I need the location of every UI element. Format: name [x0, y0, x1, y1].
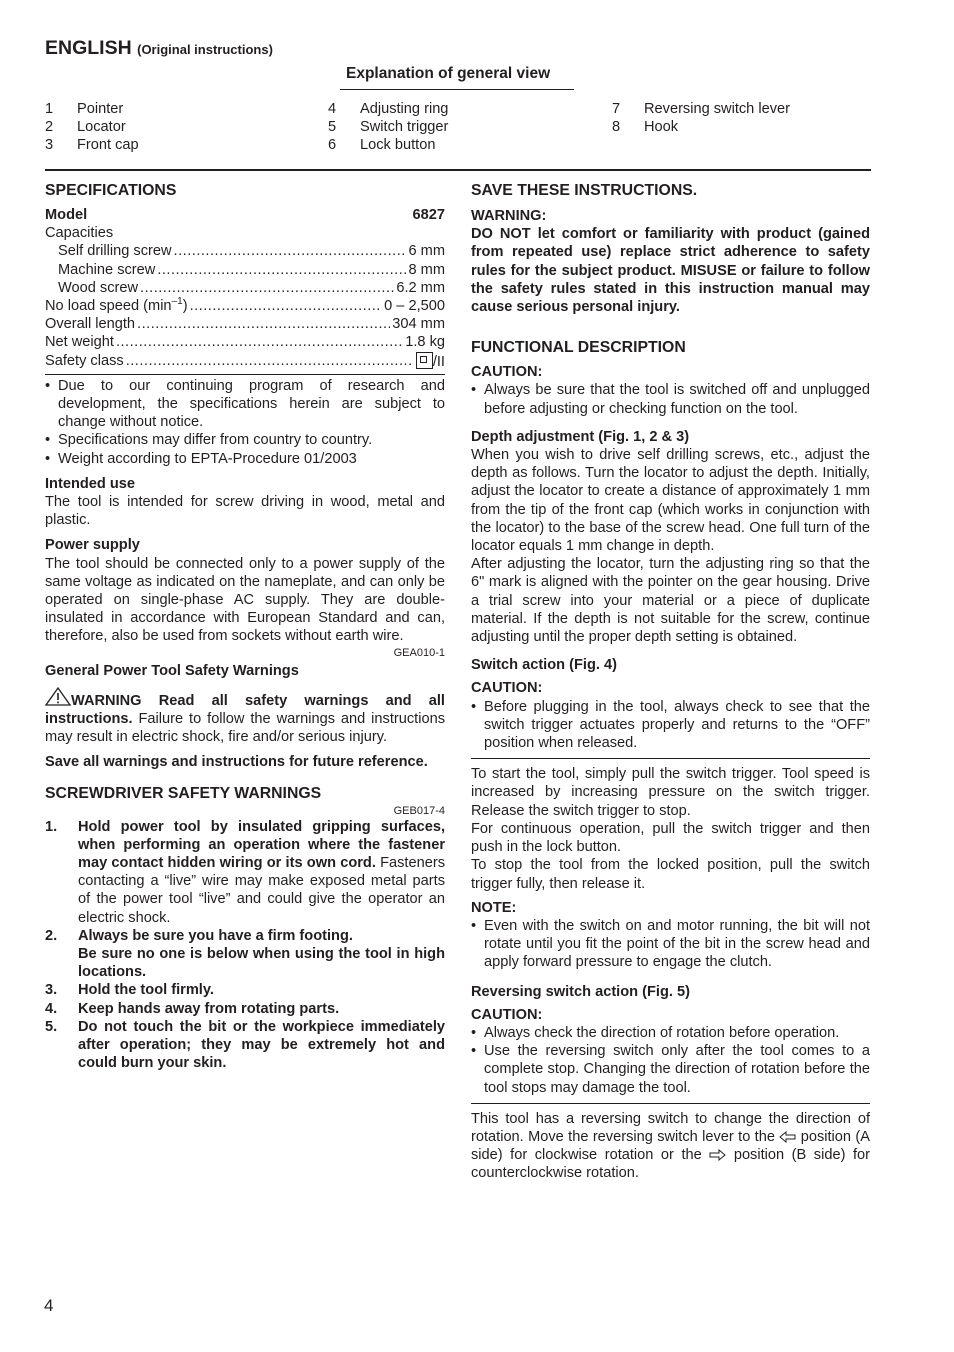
depth-text-1: When you wish to drive self drilling screws, etc., adjust the depth as follows. Turn the locator to adjust the depth. Initially, adjust the locator to create a distance of approximately 1 mm from the tip of the front cap (which works in conjunction with the locator) to the base of the screw head. One full turn of the locator equals 1 mm change in depth. — [471, 447, 870, 555]
item-bold-text: Hold the tool firmly. — [78, 982, 214, 999]
switch-action-heading: Switch action (Fig. 4) — [471, 657, 617, 674]
functional-description-heading: FUNCTIONAL DESCRIPTION — [471, 339, 686, 357]
spec-row — [45, 279, 445, 297]
switch-text-1: To start the tool, simply pull the switch trigger. Tool speed is increased by increasing pressure on the switch trigger. Release the switch trigger to stop. — [471, 766, 870, 819]
part-label: Front cap — [77, 137, 139, 153]
part-number: 4 — [328, 101, 337, 117]
note-label: NOTE: — [471, 899, 517, 916]
caution-label: CAUTION: — [471, 1006, 543, 1023]
list-item — [45, 927, 445, 982]
part-number: 6 — [328, 137, 337, 153]
list-item: • Due to our continuing program of research and development, the specifications herein are subject to change without notice. — [45, 377, 445, 431]
caution-divider — [471, 1103, 870, 1104]
power-supply-text: The tool should be connected only to a power supply of the same voltage as indicated on the nameplate, and can only be operated on single-phase AC supply. They are double-insulated in accordance with European Standard and can, therefore, also be used from sockets without earth wire. — [45, 555, 445, 645]
page-language-heading — [45, 39, 273, 59]
list-item: • Before plugging in the tool, always check to see that the switch trigger actuates properly and returns to the “OFF” position when released. — [471, 698, 870, 752]
part-label: Pointer — [77, 101, 124, 117]
part-item — [45, 136, 139, 154]
spec-value: 304 mm — [392, 316, 445, 333]
list-item: • Use the reversing switch only after the tool comes to a complete stop. Changing the direction of rotation before the tool stops may damage the tool. — [471, 1043, 870, 1096]
spec-capacities-row — [45, 224, 445, 242]
part-label: Reversing switch lever — [644, 101, 790, 117]
spec-label — [45, 297, 188, 315]
spec-value: 8 mm — [408, 261, 445, 278]
leader-dots — [174, 242, 407, 260]
switch-text-3: To stop the tool from the locked position, pull the switch trigger fully, then release it. — [471, 857, 870, 892]
page-number: 4 — [44, 1296, 54, 1315]
section-divider — [45, 169, 871, 171]
save-warnings-text: Save all warnings and instructions for future reference. — [45, 754, 428, 771]
reference-code: GEB017-4 — [393, 804, 445, 817]
spec-row — [45, 333, 445, 351]
leader-dots — [190, 297, 383, 315]
depth-adjustment-heading: Depth adjustment (Fig. 1, 2 & 3) — [471, 428, 690, 445]
reversing-switch-heading: Reversing switch action (Fig. 5) — [471, 983, 690, 1000]
list-item — [45, 1018, 445, 1073]
note-text: Specifications may differ from country to country. — [58, 432, 373, 449]
specifications-heading: SPECIFICATIONS — [45, 182, 177, 199]
reversing-text — [471, 1110, 870, 1183]
safety-class-text: /II — [432, 353, 445, 370]
item-number: 1. — [45, 818, 58, 835]
power-supply-heading: Power supply — [45, 537, 140, 554]
spec-value: 6.2 mm — [396, 279, 445, 296]
part-number: 7 — [612, 101, 621, 117]
switch-text-2: For continuous operation, pull the switch trigger and then push in the lock button. — [471, 820, 870, 856]
item-text: Fasteners contacting a “live” wire may make exposed metal parts of the power tool “live” and could give the operator an electric shock. — [78, 854, 445, 926]
reversing-text-a: This tool has a reversing switch to change the direction of rotation. Move the reversing switch lever to the — [471, 1110, 870, 1145]
part-item — [328, 100, 448, 118]
spec-superscript: –1 — [171, 296, 183, 308]
leader-dots — [116, 333, 403, 351]
caution-text: Always be sure that the tool is switched off and unplugged before adjusting or checking function on the tool. — [484, 382, 870, 417]
note-text: Due to our continuing program of research and development, the specifications herein are subject to change without notice. — [58, 377, 445, 431]
general-view-title: Explanation of general view — [346, 65, 551, 82]
spec-value: 0 – 2,500 — [384, 297, 445, 314]
spec-label: Safety class — [45, 352, 124, 369]
note-text: Even with the switch on and motor running, the bit will not rotate until you fit the point of the bit in the screw head and apply forward pressure to engage the clutch. — [484, 917, 870, 971]
spec-label-text: No load speed (min — [45, 297, 172, 314]
left-column — [45, 181, 445, 1072]
spec-label: Capacities — [45, 225, 114, 242]
arrow-right-icon — [709, 1149, 726, 1161]
spec-value: 1.8 kg — [405, 334, 445, 351]
warning-text: Failure to follow the warnings and instructions may result in electric shock, fire and/or serious injury. — [45, 710, 445, 746]
leader-dots — [157, 261, 406, 279]
list-item: • Always check the direction of rotation before operation. — [471, 1024, 870, 1042]
leader-dots — [137, 315, 390, 333]
part-number: 8 — [612, 119, 621, 135]
save-instructions-heading: SAVE THESE INSTRUCTIONS. — [471, 182, 698, 199]
caution-label: CAUTION: — [471, 680, 543, 697]
item-number: 3. — [45, 982, 58, 999]
item-bold-text: Always be sure you have a firm footing. — [78, 927, 353, 944]
screwdriver-safety-heading: SCREWDRIVER SAFETY WARNINGS — [45, 784, 322, 802]
general-safety-warning — [45, 687, 445, 747]
item-number: 5. — [45, 1018, 58, 1035]
item-bold-text: Hold power tool by insulated gripping surfaces, when performing an operation where the fastener may contact hidden wiring or its own cord. — [78, 818, 445, 871]
item-bold-text: Keep hands away from rotating parts. — [78, 1000, 340, 1017]
caution-text: Before plugging in the tool, always check to see that the switch trigger actuates properly and returns to the “OFF” position when released. — [484, 698, 870, 752]
spec-label: Wood screw — [58, 279, 139, 296]
caution-text: Always check the direction of rotation before operation. — [484, 1024, 840, 1041]
list-item: • Specifications may differ from country to country. — [45, 431, 445, 449]
list-item: • Weight according to EPTA-Procedure 01/2003 — [45, 450, 445, 468]
parts-column-3 — [612, 100, 790, 136]
spec-model-row — [45, 206, 445, 224]
note-text: Weight according to EPTA-Procedure 01/2003 — [58, 450, 357, 467]
spec-label: Overall length — [45, 316, 136, 333]
part-item — [612, 118, 790, 136]
spec-value: 6 mm — [408, 243, 445, 260]
item-number: 4. — [45, 1000, 58, 1017]
right-column — [471, 181, 870, 1183]
part-number: 3 — [45, 137, 54, 153]
item-bold-text: Do not touch the bit or the workpiece immediately after operation; they may be extremely hot and could burn your skin. — [78, 1018, 445, 1072]
warning-text: DO NOT let comfort or familiarity with product (gained from repeated use) replace strict adherence to safety rules for the subject product. MISUSE or failure to follow the safety rules stated in this instruction manual may cause serious personal injury. — [471, 226, 870, 316]
language-label: ENGLISH — [45, 37, 132, 59]
item-bold-text: Be sure no one is below when using the tool in high locations. — [78, 945, 445, 981]
double-insulation-icon — [416, 352, 433, 369]
part-label: Switch trigger — [360, 119, 449, 135]
part-label: Hook — [644, 119, 679, 135]
general-safety-heading: General Power Tool Safety Warnings — [45, 662, 299, 679]
list-item — [45, 818, 445, 927]
spec-row — [45, 242, 445, 260]
part-item — [45, 100, 139, 118]
list-item: • Always be sure that the tool is switched off and unplugged before adjusting or checking function on the tool. — [471, 382, 870, 417]
caution-divider — [471, 758, 870, 759]
list-item — [45, 1000, 445, 1018]
spec-label: Net weight — [45, 334, 114, 351]
leader-dots — [140, 279, 394, 297]
parts-column-1 — [45, 100, 139, 154]
parts-column-2 — [328, 100, 448, 154]
part-label: Adjusting ring — [360, 101, 449, 117]
general-view-underline — [340, 89, 574, 90]
caution-text: Use the reversing switch only after the tool comes to a complete stop. Changing the direction of rotation before the tool stops may damage the tool. — [484, 1043, 870, 1096]
intended-use-heading: Intended use — [45, 475, 136, 492]
spec-label: Self drilling screw — [58, 243, 172, 260]
reversing-text-b: position (A side) for clockwise rotation or the — [471, 1128, 870, 1164]
spec-label: Machine screw — [58, 261, 156, 278]
intended-use-text: The tool is intended for screw driving in wood, metal and plastic. — [45, 493, 445, 529]
part-item — [45, 118, 139, 136]
warning-label: WARNING: — [471, 208, 547, 224]
part-label: Locator — [77, 119, 126, 135]
caution-label: CAUTION: — [471, 364, 543, 381]
part-item — [328, 118, 448, 136]
part-number: 1 — [45, 101, 54, 117]
reversing-text-c: position (B side) for counterclockwise rotation. — [471, 1147, 870, 1182]
spec-row — [45, 297, 445, 315]
item-number: 2. — [45, 927, 58, 944]
list-item — [45, 981, 445, 999]
depth-text-2: After adjusting the locator, turn the adjusting ring so that the 6" mark is aligned with the pointer on the gear housing. Drive a trial screw into your material or a piece of duplicate material. If the depth is not suitable for the screw, continue adjusting until the proper depth setting is obtained. — [471, 556, 870, 646]
spec-label-end: ) — [182, 297, 188, 314]
spec-value: 6827 — [412, 207, 445, 223]
part-item — [612, 100, 790, 118]
spec-label: Model — [45, 207, 88, 223]
spec-row — [45, 315, 445, 333]
part-item — [328, 136, 448, 154]
arrow-left-icon — [779, 1131, 796, 1143]
language-note: (Original instructions) — [137, 42, 273, 57]
list-item: • Even with the switch on and motor running, the bit will not rotate until you fit the point of the bit in the screw head and apply forward pressure to engage the clutch. — [471, 917, 870, 971]
reference-code: GEA010-1 — [393, 646, 445, 659]
part-label: Lock button — [360, 137, 436, 153]
spec-value — [416, 352, 445, 370]
spec-row — [45, 352, 445, 370]
leader-dots — [126, 352, 414, 370]
warning-bold-text: WARNING Read all safety warnings and all instructions. — [45, 692, 445, 727]
part-number: 5 — [328, 119, 337, 135]
spec-row — [45, 261, 445, 279]
spec-divider — [45, 374, 445, 375]
spec-notes — [45, 377, 445, 468]
part-number: 2 — [45, 119, 54, 135]
warning-triangle-icon — [45, 687, 71, 706]
